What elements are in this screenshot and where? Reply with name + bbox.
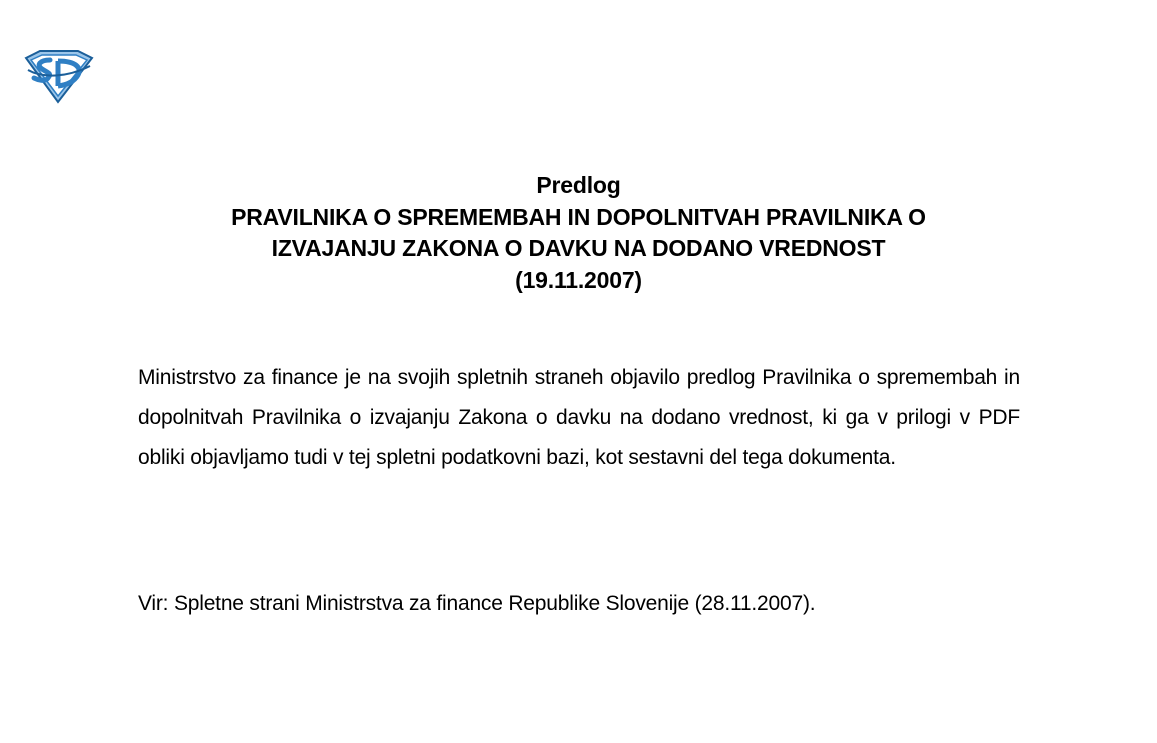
sd-shield-logo-icon — [22, 48, 96, 104]
title-line-2: PRAVILNIKA O SPREMEMBAH IN DOPOLNITVAH PRAVILNIKA O — [231, 203, 926, 230]
title-line-1: Predlog — [536, 172, 621, 198]
body-paragraph: Ministrstvo za finance je na svojih spletnih straneh objavilo predlog Pravilnika o spremembah in dopolnitvah Pravilnika o izvajanju Zakona o davku na dodano vrednost, ki ga v prilogi v PDF obliki objavljamo tudi v tej spletni podatkovni bazi, kot sestavni del tega dokumenta. — [138, 366, 1020, 469]
title-date: (19.11.2007) — [515, 266, 642, 293]
source-line: Vir: Spletne strani Ministrstva za finance Republike Slovenije (28.11.2007). — [138, 592, 816, 615]
title-line-3: IZVAJANJU ZAKONA O DAVKU NA DODANO VREDNOST — [271, 235, 886, 261]
document-title — [0, 170, 1157, 296]
